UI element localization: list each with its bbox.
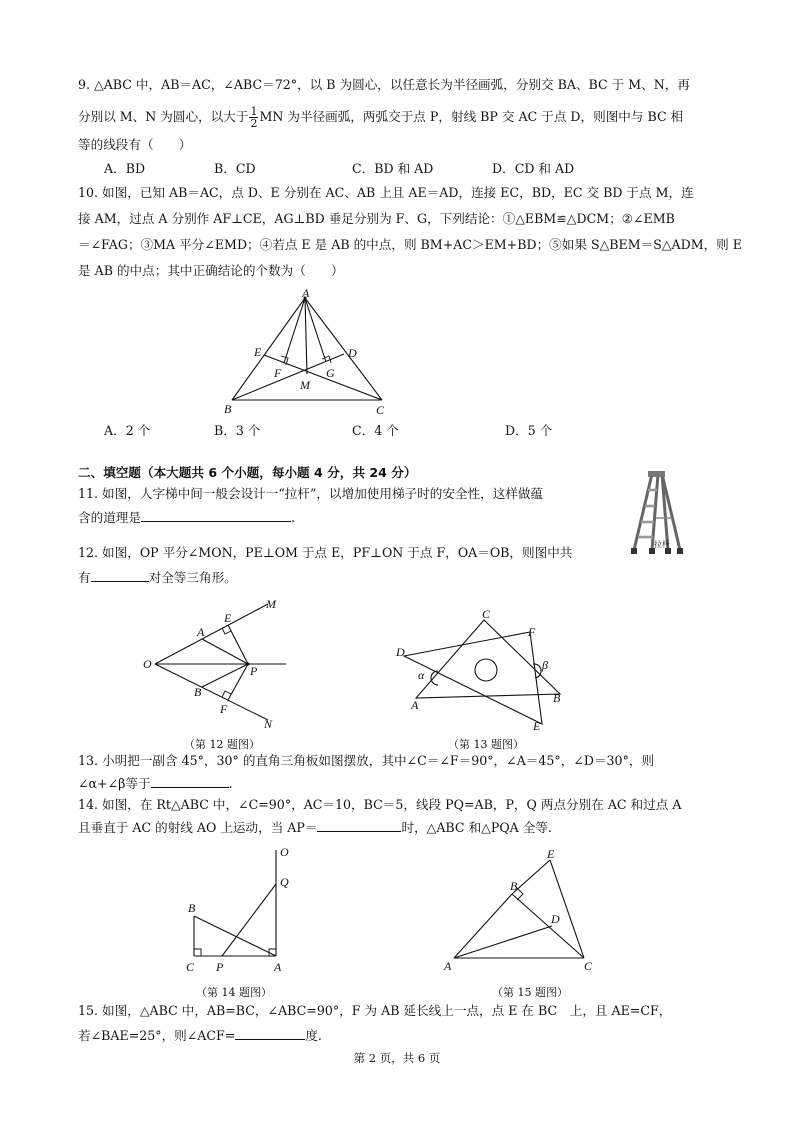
q12-label-b: B	[194, 685, 202, 699]
q12-line2-part2: 对全等三角形。	[148, 570, 237, 585]
q12-ray-om	[155, 604, 268, 664]
q10-line4: 是 AB 的中点；其中正确结论的个数为（ ）	[78, 263, 344, 278]
q15-label-a: A	[444, 959, 452, 973]
ladder-top-cap	[648, 471, 665, 477]
q13-center-hole	[475, 659, 497, 681]
q15-right-angle-b	[517, 888, 523, 900]
q15-line2	[78, 1026, 322, 1045]
q15-figure	[440, 846, 600, 978]
frac-numerator: 1	[250, 105, 258, 118]
q13-triangle-def	[404, 632, 542, 724]
q12-caption: （第 12 题图）	[184, 738, 260, 751]
q14-label-p: P	[216, 960, 224, 974]
q9-line1: 9. △ABC 中，AB＝AC，∠ABC＝72°，以 B 为圆心，以任意长为半径画弧，分别交 BA、BC 于 M、N，再	[78, 77, 690, 92]
q10-seg-am	[305, 298, 307, 374]
q12-line1: 12. 如图，OP 平分∠MON，PE⊥OM 于点 E，PF⊥ON 于点 F，OA＝OB，则图中共	[78, 545, 573, 560]
q9-line2	[78, 106, 683, 129]
q10-option-d: D．5 个	[505, 423, 553, 438]
q10-label-a: A	[302, 288, 310, 300]
q13-label-a: A	[411, 698, 419, 712]
q14-line2-part2: 时，△ABC 和△PQA 全等.	[401, 820, 552, 835]
q13-alpha-arc	[431, 671, 438, 685]
q10-line3: ＝∠FAG；③MA 平分∠EMD；④若点 E 是 AB 的中点，则 BM+AC＞EM+BD；⑤如果 S△BEM＝S△ADM，则 E	[78, 237, 742, 252]
q13-answer-blank[interactable]	[151, 774, 229, 788]
q15-label-d: D	[551, 912, 560, 926]
q10-seg-af	[284, 298, 305, 363]
q9-line2-part2: MN 为半径画弧，两弧交于点 P，射线 BP 交 AC 于点 D，则图中与 BC 相	[259, 109, 684, 124]
q10-label-f: F	[274, 366, 282, 380]
page-footer: 第 2 页，共 6 页	[353, 1051, 441, 1065]
q10-label-e: E	[254, 345, 262, 359]
q14-seg-ba	[194, 916, 276, 956]
q10-option-b: B．3 个	[214, 423, 261, 438]
q10-option-a: A．2 个	[104, 423, 151, 438]
q13-label-c: C	[482, 607, 491, 621]
q14-label-o: O	[280, 845, 289, 859]
q13-caption: （第 13 题图）	[448, 738, 524, 751]
q11-line2	[78, 508, 295, 527]
q13-label-d: D	[396, 645, 405, 659]
q13-label-b: B	[553, 691, 561, 705]
frac-denominator: 2	[250, 117, 258, 130]
q12-label-n: N	[264, 717, 273, 730]
q11-answer-blank[interactable]	[141, 508, 291, 522]
ladder-foot-4	[677, 548, 683, 554]
q14-line2-part1: 且垂直于 AC 的射线 AO 上运动，当 AP＝	[78, 820, 318, 835]
q15-label-c: C	[584, 959, 593, 973]
q13-label-beta: β	[542, 658, 548, 672]
q12-label-m: M	[266, 597, 276, 611]
q14-seg-pq	[222, 884, 276, 956]
q12-answer-blank[interactable]	[91, 568, 149, 582]
q13-label-e: E	[533, 719, 541, 732]
q10-label-g: G	[326, 366, 335, 380]
q14-caption: （第 14 题图）	[196, 986, 272, 999]
q13-line2	[78, 774, 233, 793]
q14-line1: 14. 如图，在 Rt△ABC 中，∠C=90°，AC＝10，BC＝5，线段 PQ=AB，P，Q 两点分别在 AC 和过点 A	[78, 797, 682, 812]
q14-label-b: B	[188, 901, 196, 915]
q15-answer-blank[interactable]	[235, 1026, 305, 1040]
q10-seg-ac	[305, 298, 382, 400]
q10-seg-ag	[305, 298, 326, 362]
q10-line1: 10. 如图，已知 AB＝AC，点 D、E 分别在 AC、AB 上且 AE＝AD，连接 EC，BD，EC 交 BD 于点 M，连	[78, 185, 694, 200]
q14-line2	[78, 818, 552, 837]
q14-answer-blank[interactable]	[317, 818, 401, 832]
section-heading-fill-in: 二、填空题（本大题共 6 个小题，每小题 4 分，共 24 分）	[78, 465, 417, 480]
q12-line2-part1: 有	[78, 570, 91, 585]
q15-line2-part2: 度.	[305, 1028, 322, 1043]
q10-line2: 接 AM，过点 A 分别作 AF⊥CE，AG⊥BD 垂足分别为 F、G，下列结论：①△EBM≌△DCM；②∠EMB	[78, 211, 675, 226]
q10-option-c: C．4 个	[352, 423, 399, 438]
q13-label-alpha: α	[418, 668, 425, 682]
q13-line1: 13. 小明把一副含 45°，30° 的直角三角板如图摆放，其中∠C＝∠F＝90°，∠A＝45°，∠D＝30°，则	[78, 753, 655, 768]
q9-option-c: C．BD 和 AD	[352, 161, 434, 176]
q10-label-b: B	[224, 402, 232, 416]
q12-label-o: O	[143, 657, 152, 671]
q13-line2-text: ∠α+∠β等于	[78, 776, 151, 791]
q15-label-e: E	[547, 847, 555, 861]
q12-label-f: F	[220, 702, 228, 716]
q14-right-angle-c	[194, 949, 201, 956]
ladder-rod-label: 拉杆	[654, 540, 670, 549]
q10-label-d: D	[348, 346, 357, 360]
ladder-front-left-rail	[634, 474, 652, 550]
q12-label-e: E	[224, 611, 232, 625]
q9-line2-part1: 分别以 M、N 为圆心，以大于	[78, 109, 249, 124]
q12-line2	[78, 568, 237, 587]
q9-option-a: A．BD	[104, 161, 146, 176]
q14-label-c: C	[186, 960, 195, 974]
ladder-image	[622, 470, 698, 556]
q14-label-q: Q	[280, 875, 289, 889]
q11-line2-end: .	[290, 510, 295, 525]
q15-label-b: B	[510, 879, 518, 893]
q14-label-a: A	[274, 960, 282, 974]
q13-label-f: F	[528, 625, 536, 639]
ladder-foot-1	[631, 548, 637, 554]
fraction-one-half	[249, 106, 258, 129]
q9-option-d: D．CD 和 AD	[492, 161, 575, 176]
q15-line2-part1: 若∠BAE=25°，则∠ACF=	[78, 1028, 236, 1043]
q10-figure	[220, 288, 400, 420]
q11-line2-text: 含的道理是	[78, 510, 141, 525]
q9-option-b: B．CD	[214, 161, 256, 176]
q11-line1: 11. 如图，人字梯中间一般会设计一“拉杆”，以增加使用梯子时的安全性，这样做蕴	[78, 486, 544, 501]
q10-label-c: C	[376, 403, 385, 417]
q10-seg-ec	[264, 355, 382, 400]
q12-label-p: P	[250, 664, 258, 678]
q12-figure	[140, 594, 290, 730]
q9-line3: 等的线段有（ ）	[78, 137, 192, 152]
q15-caption: （第 15 题图）	[492, 986, 568, 999]
q12-label-a: A	[197, 625, 205, 639]
q15-line1: 15. 如图，△ABC 中，AB=BC，∠ABC=90°，F 为 AB 延长线上一点，点 E 在 BC 上，且 AE=CF，	[78, 1003, 672, 1018]
q14-figure	[178, 842, 298, 978]
ladder-front-right-rail	[652, 474, 658, 550]
q13-figure	[392, 606, 574, 732]
q10-label-m: M	[300, 378, 310, 392]
q13-line2-end: .	[228, 776, 233, 791]
